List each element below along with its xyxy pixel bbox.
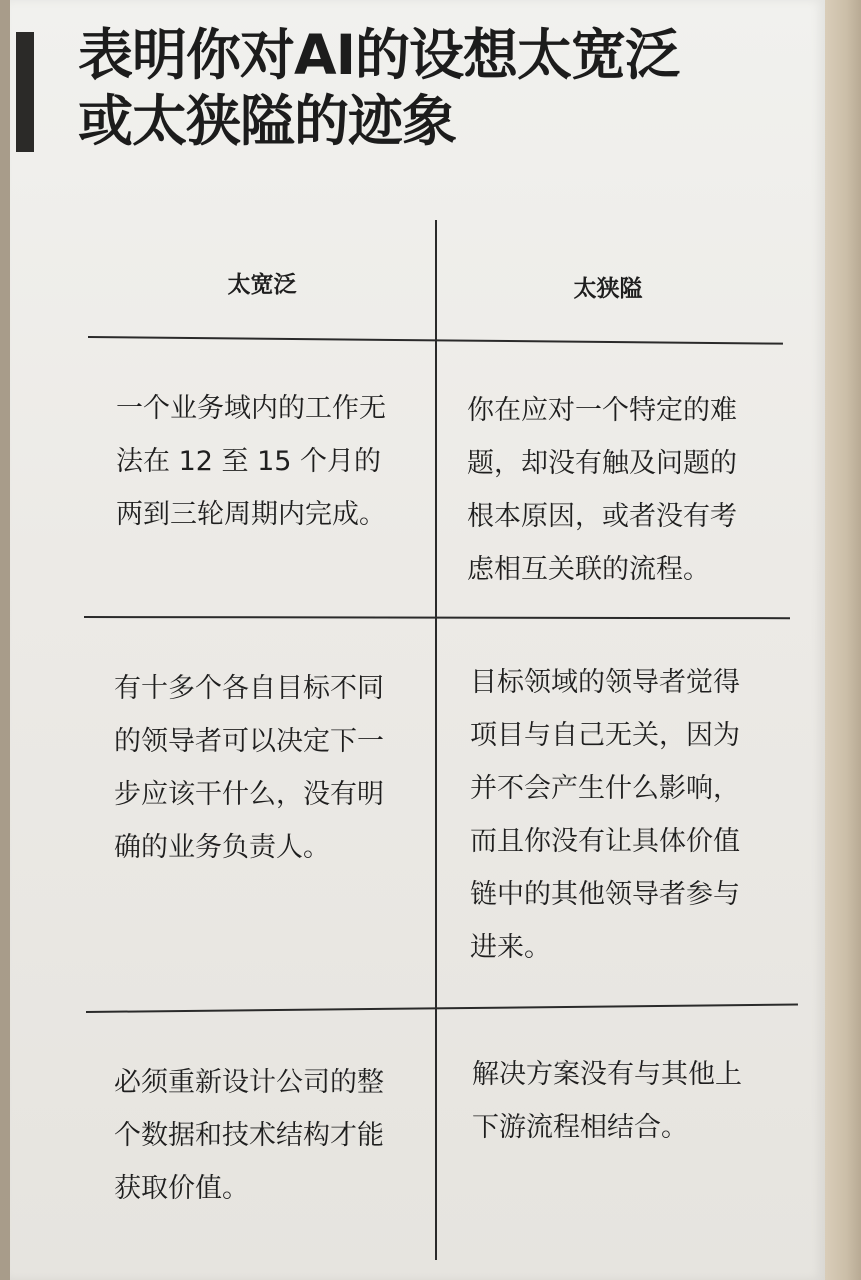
row-3-too-broad — [114, 1056, 414, 1215]
column-divider — [435, 220, 437, 1260]
page-left-edge — [0, 0, 10, 1280]
text-line: 项目与自己无关，因为 — [470, 720, 740, 751]
text-line: 根本原因，或者没有考 — [467, 501, 737, 532]
text-line: 目标领域的领导者觉得 — [470, 667, 740, 698]
row-3-too-narrow — [472, 1048, 772, 1154]
text-line: 而且你没有让具体价值 — [470, 826, 740, 857]
text-line: 并不会产生什么影响， — [470, 773, 740, 804]
row-2-too-broad — [114, 662, 414, 874]
text-line: 步应该干什么，没有明 — [114, 779, 384, 810]
text-line: 你在应对一个特定的难 — [467, 395, 737, 426]
column-header-too-narrow: 太狭隘 — [573, 276, 643, 302]
row-1-too-broad — [116, 382, 416, 541]
text-line: 两到三轮周期内完成。 — [116, 499, 386, 530]
row-1-too-narrow — [467, 384, 767, 596]
text-line: 个数据和技术结构才能 — [114, 1120, 384, 1151]
page-title — [78, 22, 778, 154]
title-line-2: 或太狭隘的迹象 — [78, 89, 457, 153]
text-line: 虑相互关联的流程。 — [467, 554, 710, 585]
text-line: 一个业务域内的工作无 — [116, 393, 386, 424]
text-line: 有十多个各自目标不同 — [114, 673, 384, 704]
text-line: 进来。 — [470, 932, 551, 963]
text-line: 题，却没有触及问题的 — [467, 448, 737, 479]
text-line: 法在 12 至 15 个月的 — [116, 446, 382, 477]
column-header-too-broad: 太宽泛 — [227, 272, 297, 298]
text-line: 下游流程相结合。 — [472, 1112, 688, 1143]
page-right-edge — [825, 0, 861, 1280]
title-line-1: 表明你对AI的设想太宽泛 — [78, 23, 680, 87]
row-2-too-narrow — [470, 656, 770, 974]
text-line: 链中的其他领导者参与 — [470, 879, 740, 910]
text-line: 解决方案没有与其他上 — [472, 1059, 742, 1090]
text-line: 确的业务负责人。 — [114, 832, 330, 863]
text-line: 的领导者可以决定下一 — [114, 726, 384, 757]
section-marker — [16, 32, 34, 152]
text-line: 必须重新设计公司的整 — [114, 1067, 384, 1098]
text-line: 获取价值。 — [114, 1173, 249, 1204]
